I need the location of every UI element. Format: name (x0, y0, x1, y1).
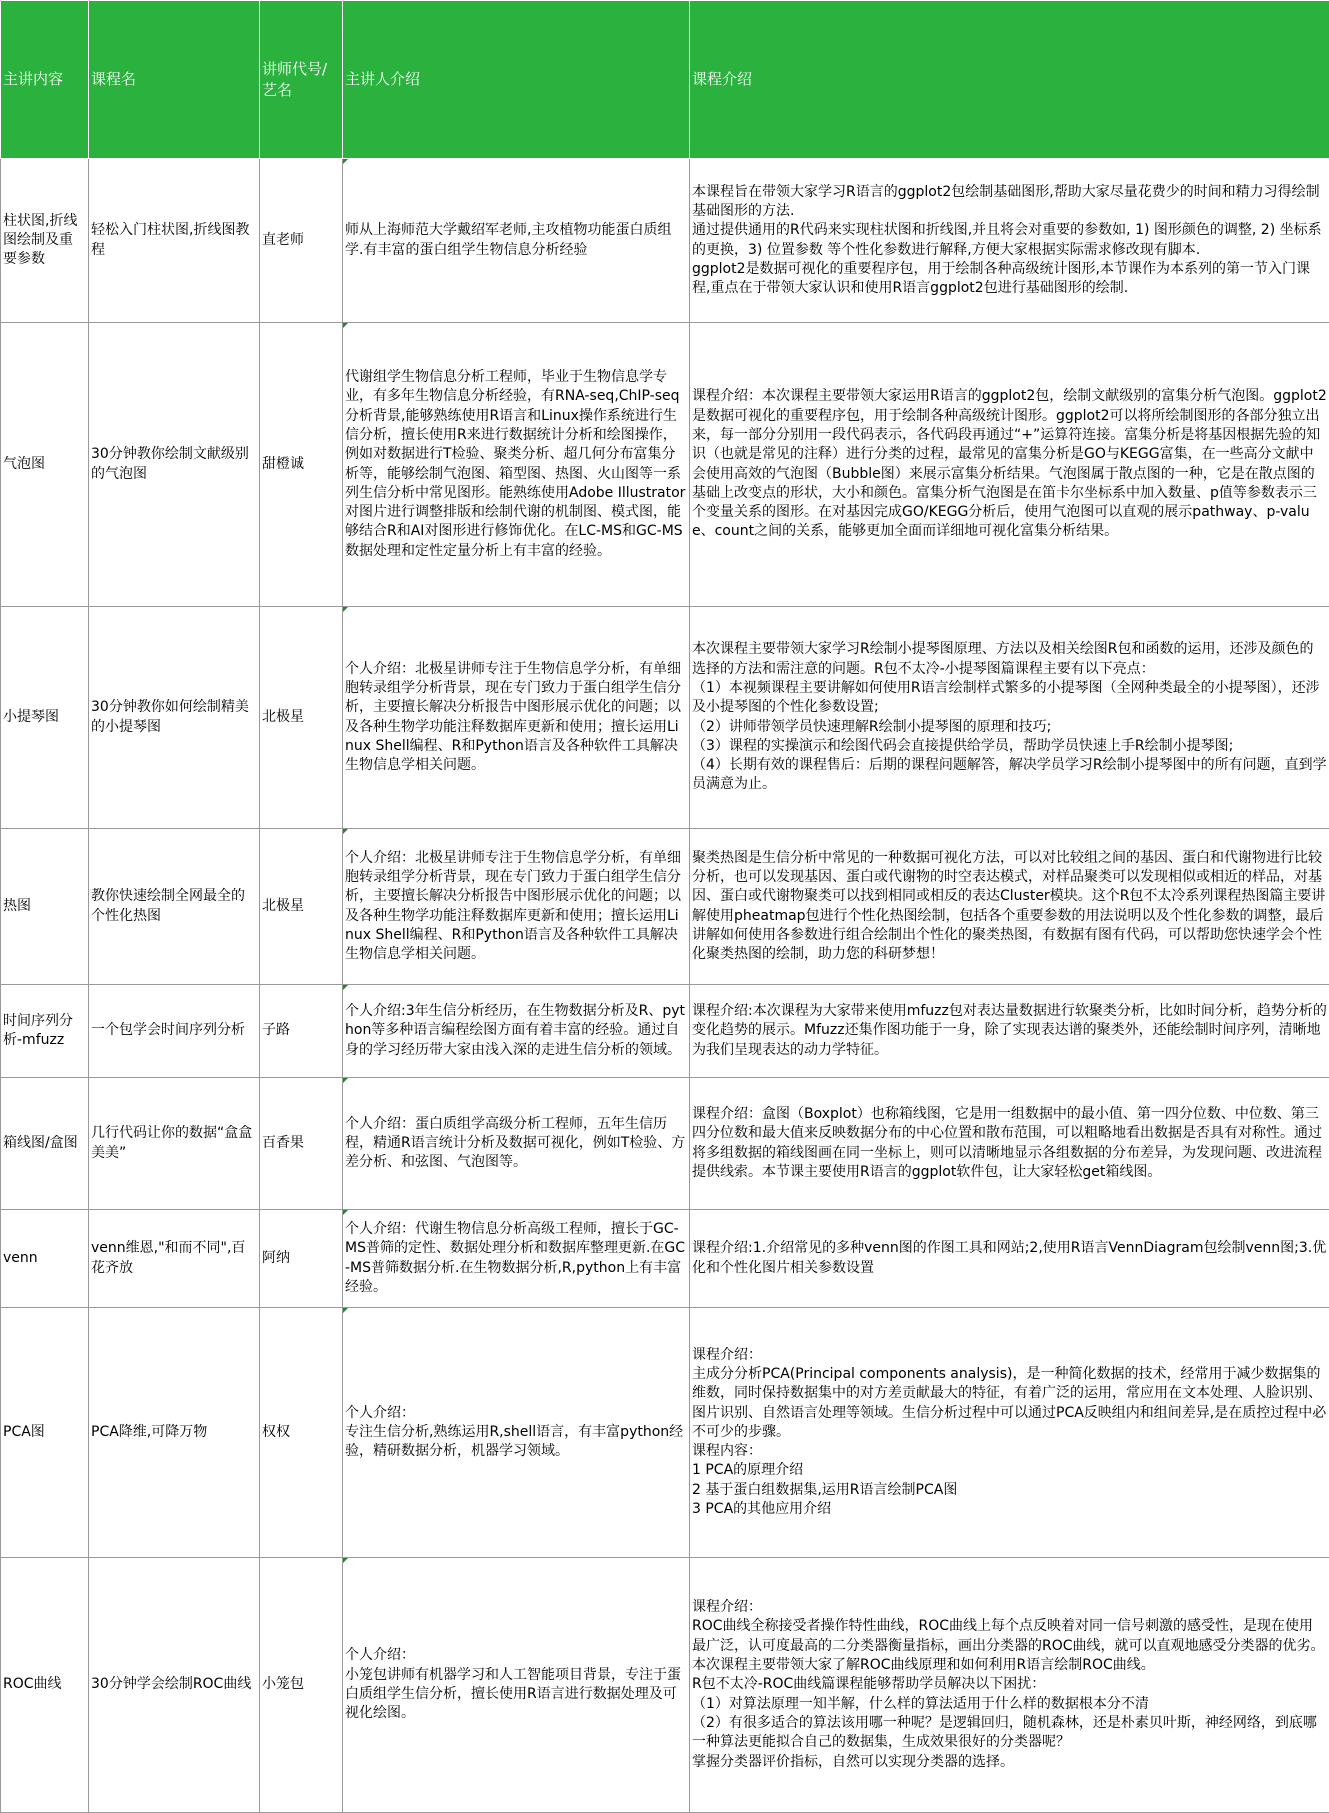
cell-desc[interactable]: 聚类热图是生信分析中常见的一种数据可视化方法，可以对比较组之间的基因、蛋白和代谢物进行比较分析，也可以发现基因、蛋白或代谢物的时空表达模式，对样品聚类可以发现相似或相近的样品，对基因、蛋白或代谢物聚类可以找到相同或相反的表达Cluster模块。这个R包不太冷系列课程热图篇主要讲解使用pheatmap包进行个性化热图绘制，包括各个重要参数的用法说明以及个性化参数的调整，最后讲解如何使用各参数进行组合绘制出个性化的聚类热图，有数据有图有代码，可以帮助您快速学会个性化聚类热图的绘制，助力您的科研梦想！ (690, 829, 1329, 985)
cell-content[interactable]: ROC曲线 (1, 1558, 89, 1813)
cell-intro[interactable]: 个人介绍：代谢生物信息分析高级工程师，擅长于GC-MS普筛的定性、数据处理分析和数据库整理更新.在GC-MS普筛数据分析.在生物数据分析,R,python上有丰富经验。 (343, 1210, 690, 1308)
cell-intro[interactable]: 个人介绍：北极星讲师专注于生物信息学分析，有单细胞转录组学分析背景，现在专门致力于蛋白组学生信分析，主要擅长解决分析报告中图形展示优化的问题；以及各种生物学功能注释数据库更新和使用；擅长运用Linux Shell编程、R和Python语言及各种软件工具解决生物信息学相关问题。 (343, 829, 690, 985)
cell-intro[interactable]: 个人介绍： 小笼包讲师有机器学习和人工智能项目背景，专注于蛋白质组学生信分析，擅长使用R语言进行数据处理及可视化绘图。 (343, 1558, 690, 1813)
cell-content[interactable]: 时间序列分析-mfuzz (1, 985, 89, 1078)
cell-intro[interactable]: 个人介绍：北极星讲师专注于生物信息学分析，有单细胞转录组学分析背景，现在专门致力于蛋白组学生信分析，主要擅长解决分析报告中图形展示优化的问题；以及各种生物学功能注释数据库更新和使用；擅长运用Linux Shell编程、R和Python语言及各种软件工具解决生物信息学相关问题。 (343, 607, 690, 829)
cell-desc[interactable]: 本课程旨在带领大家学习R语言的ggplot2包绘制基础图形,帮助大家尽量花费少的时间和精力习得绘制基础图形的方法. 通过提供通用的R代码来实现柱状图和折线图,并且将会对重要的参数如, 1) 图形颜色的调整, 2) 坐标系的更换，3) 位置参数 等个性化参数进行解释,方便大家根据实际需求修改现有脚本. ggplot2是数据可视化的重要程序包，用于绘制各种高级统计图形,本节课作为本系列的第一节入门课程,重点在于带领大家认识和使用R语言ggplot2包进行基础图形的绘制. (690, 159, 1329, 323)
table-row (1, 985, 1329, 1078)
cell-desc[interactable]: 课程介绍： ROC曲线全称接受者操作特性曲线，ROC曲线上每个点反映着对同一信号刺激的感受性，是现在使用最广泛，认可度最高的二分类器衡量指标，画出分类器的ROC曲线，就可以直观地感受分类器的优劣。本次课程主要带领大家了解ROC曲线原理和如何利用R语言绘制ROC曲线。 R包不太冷-ROC曲线篇课程能够帮助学员解决以下困扰： （1）对算法原理一知半解，什么样的算法适用于什么样的数据根本分不清 （2）有很多适合的算法该用哪一种呢？是逻辑回归，随机森林，还是朴素贝叶斯，神经网络，到底哪一种算法更能拟合自己的数据集，生成效果很好的分类器呢？ 掌握分类器评价指标，自然可以实现分类器的选择。 (690, 1558, 1329, 1813)
cell-teacher[interactable]: 北极星 (260, 829, 343, 985)
table-row (1, 159, 1329, 323)
cell-desc[interactable]: 本次课程主要带领大家学习R绘制小提琴图原理、方法以及相关绘图R包和函数的运用，还涉及颜色的选择的方法和需注意的问题。R包不太冷-小提琴图篇课程主要有以下亮点： （1）本视频课程主要讲解如何使用R语言绘制样式繁多的小提琴图（全网种类最全的小提琴图），还涉及小提琴图的个性化参数设置; （2）讲师带领学员快速理解R绘制小提琴图的原理和技巧; （3）课程的实操演示和绘图代码会直接提供给学员，帮助学员快速上手R绘制小提琴图; （4）长期有效的课程售后：后期的课程问题解答，解决学员学习R绘制小提琴图中的所有问题，直到学员满意为止。 (690, 607, 1329, 829)
table-row (1, 1558, 1329, 1813)
cell-course[interactable]: 轻松入门柱状图,折线图教程 (89, 159, 260, 323)
table-row (1, 1210, 1329, 1308)
header-teacher[interactable]: 讲师代号/艺名 (260, 1, 343, 159)
cell-content[interactable]: 热图 (1, 829, 89, 985)
header-course[interactable]: 课程名 (89, 1, 260, 159)
cell-content[interactable]: 小提琴图 (1, 607, 89, 829)
cell-teacher[interactable]: 百香果 (260, 1078, 343, 1210)
header-row (1, 1, 1329, 159)
cell-desc[interactable]: 课程介绍：本次课程主要带领大家运用R语言的ggplot2包，绘制文献级别的富集分析气泡图。ggplot2是数据可视化的重要程序包，用于绘制各种高级统计图形。ggplot2可以将所绘制图形的各部分独立出来，每一部分分别用一段代码表示，各代码段再通过“+”运算符连接。富集分析是将基因根据先验的知识（也就是常见的注释）进行分类的过程，最常见的富集分析是GO与KEGG富集，在一些高分文献中会使用高效的气泡图（Bubble图）来展示富集分析结果。气泡图属于散点图的一种，它是在散点图的基础上改变点的形状，大小和颜色。富集分析气泡图是在笛卡尔坐标系中加入数量、p值等参数表示三个变量关系的图形。在对基因完成GO/KEGG分析后，使用气泡图可以直观的展示pathway、p-value、count之间的关系，能够更加全面而详细地可视化富集分析结果。 (690, 323, 1329, 607)
cell-course[interactable]: 几行代码让你的数据“盒盒美美” (89, 1078, 260, 1210)
cell-content[interactable]: 柱状图,折线图绘制及重要参数 (1, 159, 89, 323)
cell-intro[interactable]: 师从上海师范大学戴绍军老师,主攻植物功能蛋白质组学.有丰富的蛋白组学生物信息分析经验 (343, 159, 690, 323)
cell-content[interactable]: 箱线图/盒图 (1, 1078, 89, 1210)
cell-course[interactable]: 30分钟教你如何绘制精美的小提琴图 (89, 607, 260, 829)
table-row (1, 323, 1329, 607)
cell-intro[interactable]: 个人介绍:3年生信分析经历，在生物数据分析及R、python等多种语言编程绘图方面有着丰富的经验。通过自身的学习经历带大家由浅入深的走进生信分析的领域。 (343, 985, 690, 1078)
cell-content[interactable]: 气泡图 (1, 323, 89, 607)
header-intro[interactable]: 主讲人介绍 (343, 1, 690, 159)
table-row (1, 1308, 1329, 1558)
table-row (1, 829, 1329, 985)
cell-desc[interactable]: 课程介绍:1.介绍常见的多种venn图的作图工具和网站;2,使用R语言VennDiagram包绘制venn图;3.优化和个性化图片相关参数设置 (690, 1210, 1329, 1308)
cell-teacher[interactable]: 甜橙诚 (260, 323, 343, 607)
cell-course[interactable]: venn维恩,"和而不同",百花齐放 (89, 1210, 260, 1308)
cell-intro[interactable]: 个人介绍：蛋白质组学高级分析工程师，五年生信历程，精通R语言统计分析及数据可视化，例如T检验、方差分析、和弦图、气泡图等。 (343, 1078, 690, 1210)
cell-content[interactable]: PCA图 (1, 1308, 89, 1558)
table-row (1, 1078, 1329, 1210)
cell-intro[interactable]: 个人介绍： 专注生信分析,熟练运用R,shell语言，有丰富python经验，精研数据分析，机器学习领域。 (343, 1308, 690, 1558)
cell-teacher[interactable]: 小笼包 (260, 1558, 343, 1813)
cell-course[interactable]: PCA降维,可降万物 (89, 1308, 260, 1558)
cell-course[interactable]: 一个包学会时间序列分析 (89, 985, 260, 1078)
cell-intro[interactable]: 代谢组学生物信息分析工程师，毕业于生物信息学专业，有多年生物信息分析经验，有RNA-seq,ChIP-seq分析背景,能够熟练使用R语言和Linux操作系统进行生信分析，擅长使用R来进行数据统计分析和绘图操作，例如对数据进行T检验、聚类分析、超几何分布富集分析等，能够绘制气泡图、箱型图、热图、火山图等一系列生信分析中常见图形。能熟练使用Adobe Illustrator对图片进行调整排版和绘制代谢的机制图、模式图，能够结合R和AI对图形进行修饰优化。在LC-MS和GC-MS数据处理和定性定量分析上有丰富的经验。 (343, 323, 690, 607)
table-row (1, 607, 1329, 829)
header-desc[interactable]: 课程介绍 (690, 1, 1329, 159)
cell-teacher[interactable]: 阿纳 (260, 1210, 343, 1308)
cell-course[interactable]: 教你快速绘制全网最全的个性化热图 (89, 829, 260, 985)
cell-desc[interactable]: 课程介绍： 主成分分析PCA(Principal components analysis)，是一种简化数据的技术，经常用于减少数据集的维数，同时保持数据集中的对方差贡献最大的特征，有着广泛的运用，常应用在文本处理、人脸识别、图片识别、自然语言处理等领域。生信分析过程中可以通过PCA反映组内和组间差异,是在质控过程中必不可少的步骤。 课程内容： 1 PCA的原理介绍 2 基于蛋白组数据集,运用R语言绘制PCA图 3 PCA的其他应用介绍 (690, 1308, 1329, 1558)
cell-content[interactable]: venn (1, 1210, 89, 1308)
cell-desc[interactable]: 课程介绍:本次课程为大家带来使用mfuzz包对表达量数据进行软聚类分析，比如时间分析，趋势分析的变化趋势的展示。Mfuzz还集作图功能于一身，除了实现表达谱的聚类外，还能绘制时间序列，清晰地为我们呈现表达的动力学特征。 (690, 985, 1329, 1078)
cell-teacher[interactable]: 直老师 (260, 159, 343, 323)
cell-teacher[interactable]: 权权 (260, 1308, 343, 1558)
cell-teacher[interactable]: 子路 (260, 985, 343, 1078)
cell-course[interactable]: 30分钟学会绘制ROC曲线 (89, 1558, 260, 1813)
header-content[interactable]: 主讲内容 (1, 1, 89, 159)
cell-teacher[interactable]: 北极星 (260, 607, 343, 829)
cell-desc[interactable]: 课程介绍：盒图（Boxplot）也称箱线图，它是用一组数据中的最小值、第一四分位数、中位数、第三四分位数和最大值来反映数据分布的中心位置和散布范围，可以粗略地看出数据是否具有对称性。通过将多组数据的箱线图画在同一坐标上，则可以清晰地显示各组数据的分布差异，为发现问题、改进流程提供线索。本节课主要使用R语言的ggplot软件包，让大家轻松get箱线图。 (690, 1078, 1329, 1210)
cell-course[interactable]: 30分钟教你绘制文献级别的气泡图 (89, 323, 260, 607)
